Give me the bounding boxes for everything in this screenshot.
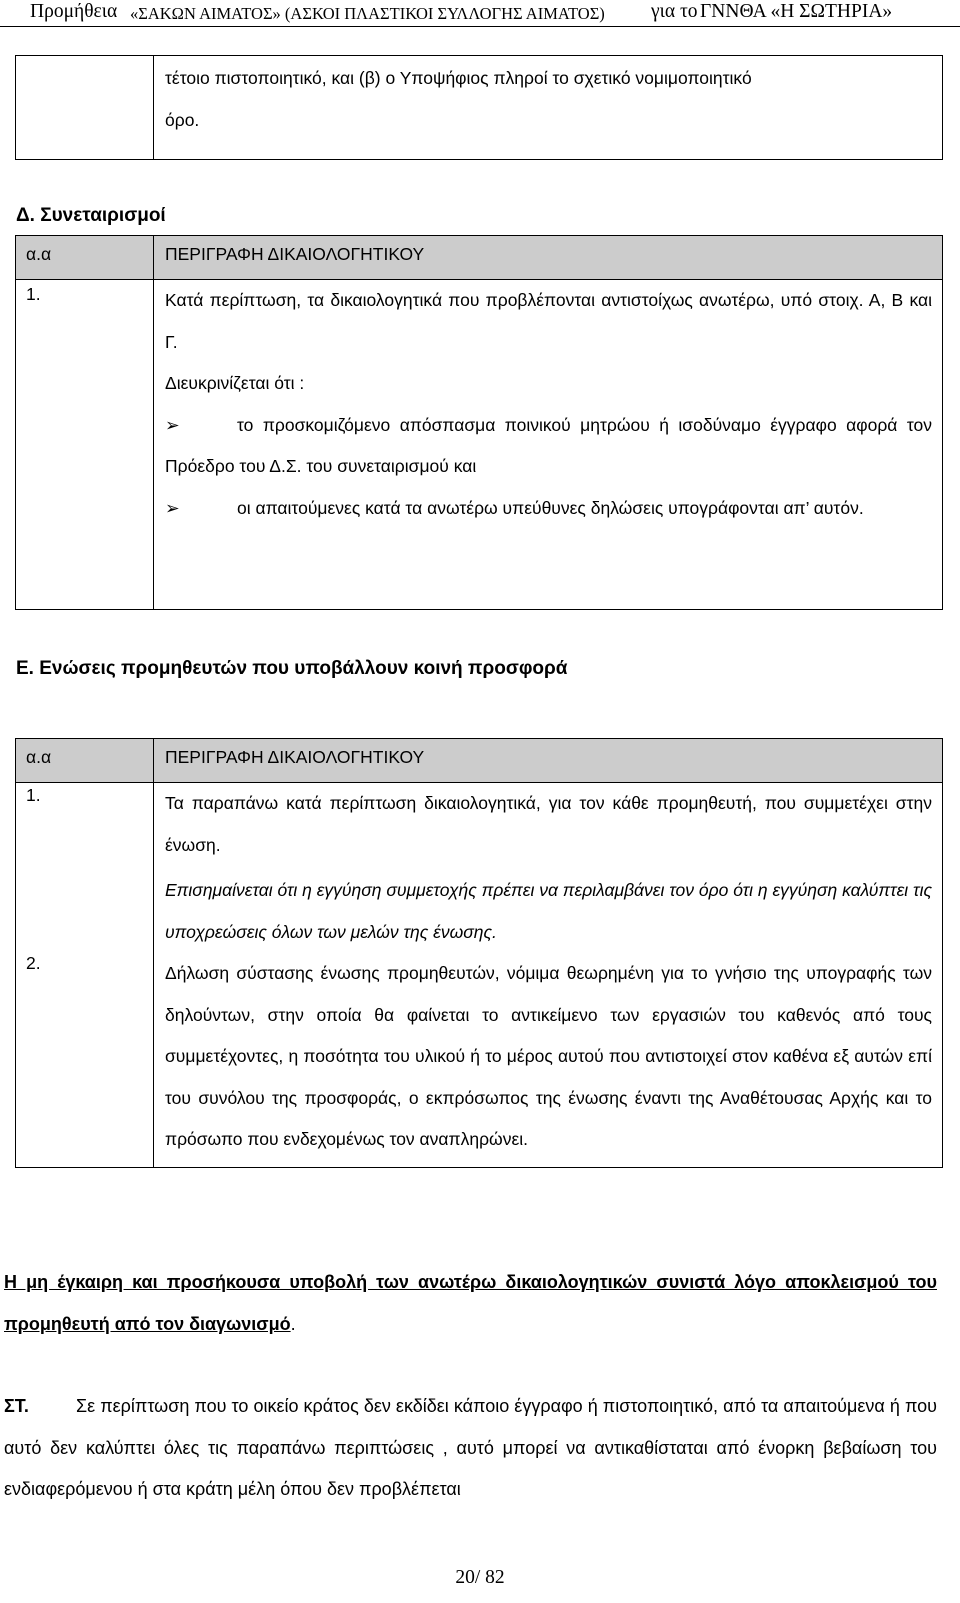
continuation-line-2: όρο. xyxy=(165,109,200,130)
bullet-item: ➢ οι απαιτούμενες κατά τα ανωτέρω υπεύθυνες δηλώσεις υπογράφονται απ’ αυτόν. xyxy=(165,488,932,530)
column-header-description: ΠΕΡΙΓΡΑΦΗ ΔΙΚΑΙΟΛΟΓΗΤΙΚΟΥ xyxy=(154,236,943,280)
row-description xyxy=(154,953,943,1167)
section-e-row1-text: Τα παραπάνω κατά περίπτωση δικαιολογητικά, για τον κάθε προμηθευτή, που συμμετέχει στην ένωση. xyxy=(165,793,932,855)
section-e-row2-text: Δήλωση σύστασης ένωσης προμηθευτών, νόμιμα θεωρημένη για το γνήσιο της υπογραφής των δηλούντων, στην οποία θα φαίνεται το αντικείμενο των εργασιών του καθενός από τους συμμετέχοντες, η ποσότητα του υλικού ή το μέρος αυτού που αντιστοιχεί στον καθένα εξ αυτών επί του συνόλου της προσφοράς, ο εκπρόσωπος της ένωσης έναντι της Αναθέτουσας Αρχής και το πρόσωπο που ενδεχομένως τον αναπληρώνει. xyxy=(165,963,932,1149)
header-item: «ΣΑΚΩΝ ΑΙΜΑΤΟΣ» (ΑΣΚΟΙ ΠΛΑΣΤΙΚΟΙ ΣΥΛΛΟΓΗΣ ΑΙΜΑΤΟΣ) xyxy=(130,4,605,23)
section-d-table xyxy=(15,235,943,610)
section-e-row1-note: Επισημαίνεται ότι η εγγύηση συμμετοχής πρέπει να περιλαμβάνει τον όρο ότι η εγγύηση καλύπτει τις υποχρεώσεις όλων των μελών της ένωσης. xyxy=(165,880,932,942)
section-e-title: Ε. Ενώσεις προμηθευτών που υποβάλλουν κοινή προσφορά xyxy=(16,658,568,679)
row-number: 2. xyxy=(16,953,154,1167)
continuation-cell xyxy=(154,56,943,160)
arrow-bullet-icon: ➢ xyxy=(165,414,180,435)
page-number: 20/ 82 xyxy=(455,1567,505,1588)
page-header xyxy=(0,0,960,27)
section-d-text: Κατά περίπτωση, τα δικαιολογητικά που προβλέπονται αντιστοίχως ανωτέρω, υπό στοιχ. Α, Β και Γ. xyxy=(165,290,932,352)
exclusion-warning: Η μη έγκαιρη και προσήκουσα υποβολή των ανωτέρω δικαιολογητικών συνιστά λόγο αποκλεισμού του προμηθευτή από τον διαγωνισμό. xyxy=(4,1272,937,1334)
header-for: για το xyxy=(651,1,698,22)
continuation-line-1: τέτοιο πιστοποιητικό, και (β) ο Υποψήφιος πληροί το σχετικό νομιμοποιητικό xyxy=(165,68,752,88)
section-st-label: ΣΤ. xyxy=(4,1396,29,1416)
column-header-number: α.α xyxy=(16,236,154,280)
continuation-table xyxy=(15,55,943,160)
section-d-clarification: Διευκρινίζεται ότι : xyxy=(165,373,305,393)
section-e-table xyxy=(15,738,943,1168)
column-header-description: ΠΕΡΙΓΡΑΦΗ ΔΙΚΑΙΟΛΟΓΗΤΙΚΟΥ xyxy=(154,739,943,783)
section-d-title: Δ. Συνεταιρισμοί xyxy=(16,205,166,226)
column-header-number: α.α xyxy=(16,739,154,783)
row-description xyxy=(154,783,943,954)
row-description xyxy=(154,280,943,610)
arrow-bullet-icon: ➢ xyxy=(165,497,180,518)
row-number: 1. xyxy=(16,280,154,610)
header-hospital: ΓΝΝΘΑ «Η ΣΩΤΗΡΙΑ» xyxy=(700,1,893,22)
header-procurement: Προμήθεια xyxy=(30,1,118,22)
section-st-paragraph: ΣΤ. Σε περίπτωση που το οικείο κράτος δεν εκδίδει κάποιο έγγραφο ή πιστοποιητικό, από τα απαιτούμενα ή που αυτό δεν καλύπτει όλες τις παραπάνω περιπτώσεις , αυτό μπορεί να αντικαθίσταται από ένορκη βεβαίωση του ενδιαφερόμενου ή στα κράτη μέλη όπου δεν προβλέπεται xyxy=(4,1386,937,1511)
bullet-item: ➢ το προσκομιζόμενο απόσπασμα ποινικού μητρώου ή ισοδύναμο έγγραφο αφορά τον Πρόεδρο του Δ.Σ. του συνεταιρισμού και xyxy=(165,405,932,488)
empty-number-cell xyxy=(16,56,154,160)
row-number: 1. xyxy=(16,783,154,954)
